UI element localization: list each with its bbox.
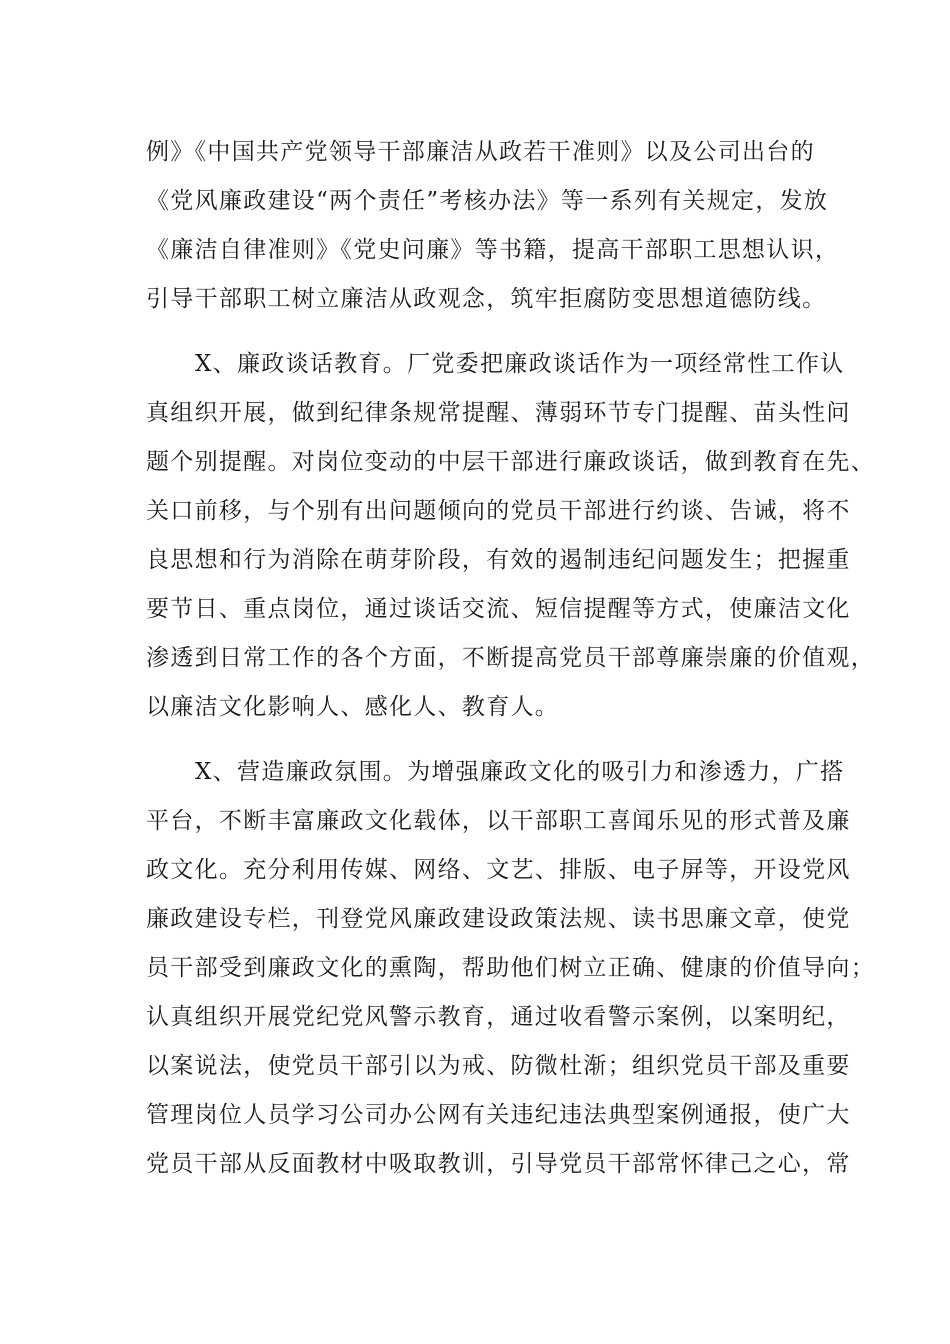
text-line: 平台，不断丰富廉政文化载体，以干部职工喜闻乐见的形式普及廉: [146, 808, 851, 834]
text-line: 管理岗位人员学习公司办公网有关违纪违法典型案例通报，使广大: [146, 1102, 851, 1128]
text-line: 以案说法，使党员干部引以为戒、防微杜渐；组织党员干部及重要: [146, 1053, 851, 1079]
paragraph-heading-line: X、廉政谈话教育。厂党委把廉政谈话作为一项经常性工作认: [195, 351, 845, 377]
text-line: 良思想和行为消除在萌芽阶段，有效的遏制违纪问题发生；把握重: [146, 547, 851, 573]
text-line: 《党风廉政建设“两个责任”考核办法》等一系列有关规定，发放: [146, 188, 829, 214]
text-line: 《廉洁自律准则》《党史问廉》等书籍，提高干部职工思想认识，: [146, 237, 840, 263]
text-line: 引导干部职工树立廉洁从政观念，筑牢拒腐防变思想道德防线。: [146, 286, 827, 312]
text-line: 党员干部从反面教材中吸取教训，引导党员干部常怀律己之心，常: [146, 1151, 851, 1177]
text-line: 例》《中国共产党领导干部廉洁从政若干准则》以及公司出台的: [146, 139, 815, 165]
text-line: 廉政建设专栏，刊登党风廉政建设政策法规、读书思廉文章，使党: [146, 906, 851, 932]
text-line: 员干部受到廉政文化的熏陶，帮助他们树立正确、健康的价值导向；: [146, 955, 875, 981]
text-line: 政文化。充分利用传媒、网络、文艺、排版、电子屏等，开设党风: [146, 857, 851, 883]
paragraph-heading-line: X、营造廉政氛围。为增强廉政文化的吸引力和渗透力，广搭: [195, 759, 845, 785]
text-line: 关口前移，与个别有出问题倾向的党员干部进行约谈、告诫，将不: [146, 498, 851, 524]
text-line: 以廉洁文化影响人、感化人、教育人。: [146, 694, 560, 720]
text-line: 认真组织开展党纪党风警示教育，通过收看警示案例，以案明纪，: [146, 1004, 851, 1030]
text-line: 题个别提醒。对岗位变动的中层干部进行廉政谈话，做到教育在先、: [146, 449, 875, 475]
text-line: 渗透到日常工作的各个方面，不断提高党员干部尊廉崇廉的价值观，: [146, 645, 875, 671]
text-line: 真组织开展，做到纪律条规常提醒、薄弱环节专门提醒、苗头性问: [146, 400, 851, 426]
text-line: 要节日、重点岗位，通过谈话交流、短信提醒等方式，使廉洁文化: [146, 596, 851, 622]
